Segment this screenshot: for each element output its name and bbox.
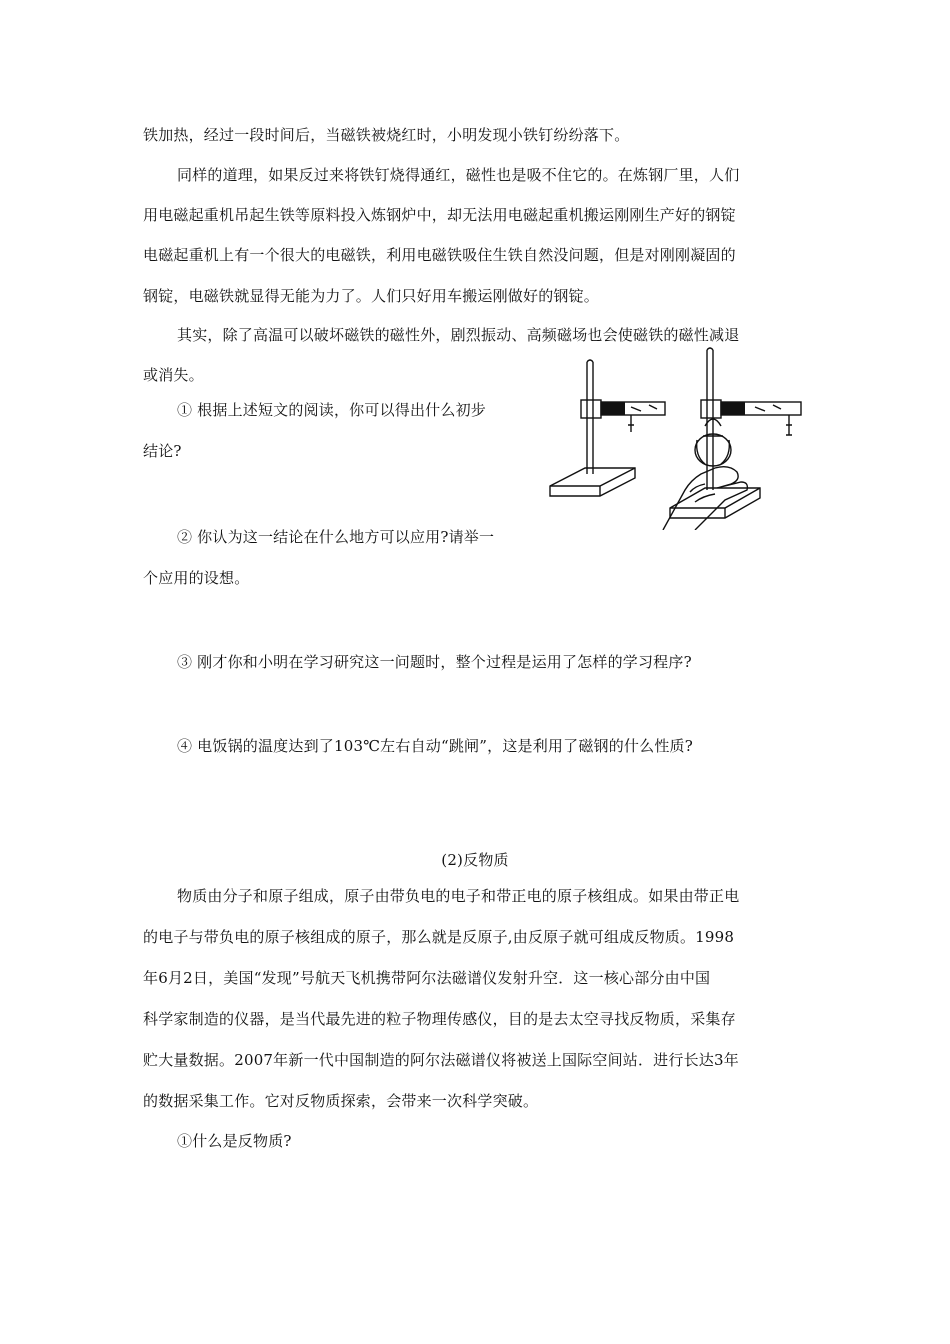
section-heading: (2)反物质 (441, 851, 509, 869)
para3-line1: 其实，除了高温可以破坏磁铁的磁性外，剧烈振动、高频磁场也会使磁铁的磁性减退 (177, 326, 740, 344)
question1-line1: ① 根据上述短文的阅读，你可以得出什么初步 (177, 401, 486, 419)
para2-line4: 钢锭，电磁铁就显得无能为力了。人们只好用车搬运刚做好的钢锭。 (143, 287, 600, 305)
nail-left (628, 415, 634, 432)
para2-line1: 同样的道理，如果反过来将铁钉烧得通红，磁性也是吸不住它的。在炼钢厂里，人们 (177, 166, 740, 184)
question3: ③ 刚才你和小明在学习研究这一问题时，整个过程是运用了怎样的学习程序? (177, 653, 692, 671)
clamp-right (701, 400, 721, 418)
para2-line2: 用电磁起重机吊起生铁等原料投入炼钢炉中，却无法用电磁起重机搬运刚刚生产好的钢锭 (143, 206, 736, 224)
experiment-figure (545, 340, 810, 530)
para2-line3: 电磁起重机上有一个很大的电磁铁，利用电磁铁吸住生铁自然没问题，但是对刚刚凝固的 (143, 246, 736, 264)
hand (663, 467, 747, 530)
para4-line4: 科学家制造的仪器，是当代最先进的粒子物理传感仪，目的是去太空寻找反物质，采集存 (143, 1010, 736, 1028)
para3-line2: 或消失。 (143, 366, 204, 384)
nail-right (786, 415, 792, 435)
para4-line5: 贮大量数据。2007年新一代中国制造的阿尔法磁谱仪将被送上国际空间站．进行长达3年 (143, 1051, 739, 1069)
para4-line6: 的数据采集工作。它对反物质探索，会带来一次科学突破。 (143, 1092, 539, 1110)
clamp-left (581, 400, 601, 418)
question2-line1: ② 你认为这一结论在什么地方可以应用?请举一 (177, 528, 495, 546)
question2-line2: 个应用的设想。 (143, 569, 250, 587)
question4: ④ 电饭锅的温度达到了103℃左右自动“跳闸”，这是利用了磁钢的什么性质? (177, 737, 693, 755)
para4-line2: 的电子与带负电的原子核组成的原子，那么就是反原子,由反原子就可组成反物质。1998 (143, 928, 735, 946)
antimatter-question1: ①什么是反物质? (177, 1132, 292, 1150)
question1-line2: 结论? (143, 442, 182, 460)
line-1: 铁加热，经过一段时间后，当磁铁被烧红时，小明发现小铁钉纷纷落下。 (143, 126, 630, 144)
para4-line3: 年6月2日，美国“发现”号航天飞机携带阿尔法磁谱仪发射升空．这一核心部分由中国 (143, 969, 711, 987)
para4-line1: 物质由分子和原子组成，原子由带负电的电子和带正电的原子核组成。如果由带正电 (177, 887, 740, 905)
